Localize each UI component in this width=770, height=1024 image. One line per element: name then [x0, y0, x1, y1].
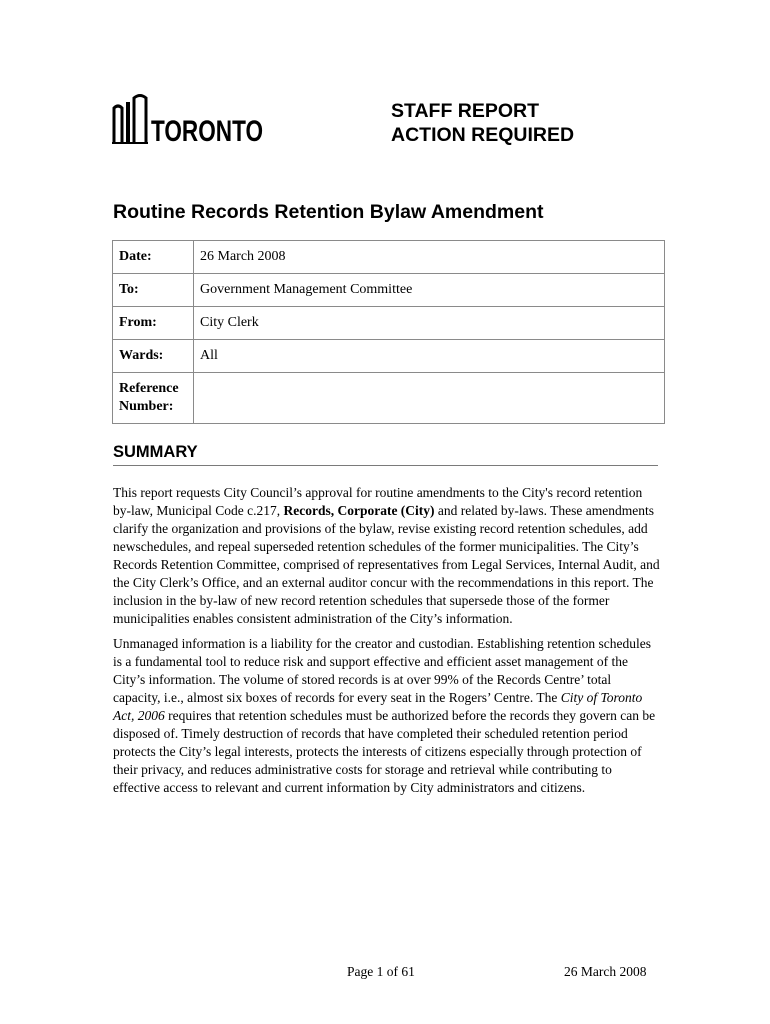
report-type-line-1: STAFF REPORT — [391, 100, 540, 122]
meta-value — [194, 373, 665, 424]
meta-value: Government Management Committee — [194, 274, 665, 307]
meta-label-line-2: Number: — [119, 399, 174, 414]
text-run: and related by-laws. These amendments clarify the organization and provisions of the bylaw, revise existing record retention schedules, add newschedules, and repeal superseded retention schedules of the former municipalities. The City’s Records Retention Committee, comprised of representatives from Legal Services, Internal Audit, and the City Clerk’s Office, and an external auditor concur with the recommendations in this report. The inclusion in the by-law of new record retention schedules that supersede those of the former municipalities enables consistent administration of the City’s information. — [113, 503, 660, 626]
city-logo — [112, 94, 267, 146]
document-title: Routine Records Retention Bylaw Amendment — [113, 201, 544, 223]
meta-value: 26 March 2008 — [194, 241, 665, 274]
report-type-line-2: ACTION REQUIRED — [391, 124, 575, 146]
bold-text-run: Records, Corporate (City) — [283, 503, 435, 518]
meta-value: City Clerk — [194, 307, 665, 340]
text-run: This report requests City Council’s approval for routine amendments to the City's record retention by-law, Municipal Code c.217, — [113, 485, 643, 518]
italic-text-run: City of Toronto Act, 2006 — [113, 690, 643, 723]
meta-label-line-1: Reference — [119, 381, 179, 396]
city-hall-icon — [112, 94, 267, 146]
meta-row-wards — [113, 340, 665, 373]
meta-row-reference-number — [113, 373, 665, 424]
footer-date: 26 March 2008 — [564, 964, 647, 979]
footer-page-number: Page 1 of 61 — [347, 964, 415, 979]
meta-label — [113, 373, 194, 424]
meta-row-to — [113, 274, 665, 307]
text-run: Unmanaged information is a liability for the creator and custodian. Establishing retention schedules is a fundamental tool to reduce risk and support effective and efficient asset management of the City’s information. The volume of stored records is at over 99% of the Records Centre’ total capacity, i.e., almost six boxes of records for every seat in the Rogers’ Centre. The — [113, 636, 651, 705]
summary-heading: SUMMARY — [113, 442, 658, 466]
meta-label: From: — [113, 307, 194, 340]
meta-row-from — [113, 307, 665, 340]
meta-label: Date: — [113, 241, 194, 274]
summary-body — [113, 484, 661, 804]
report-type — [391, 99, 574, 147]
text-run: requires that retention schedules must be authorized before the records they govern can be disposed of. Timely destruction of records that have completed their scheduled retention period protects the City’s legal interests, protects the interests of citizens especially through protection of their privacy, and reduces administrative costs for storage and retrieval while contributing to effective access to relevant and current information by City administrators and citizens. — [113, 708, 656, 795]
logo-wordmark: TORONTO — [151, 115, 263, 148]
meta-label: To: — [113, 274, 194, 307]
report-meta-table — [112, 240, 665, 424]
meta-label: Wards: — [113, 340, 194, 373]
meta-row-date — [113, 241, 665, 274]
summary-paragraph-1 — [113, 484, 661, 628]
summary-paragraph-2 — [113, 635, 661, 797]
meta-value: All — [194, 340, 665, 373]
